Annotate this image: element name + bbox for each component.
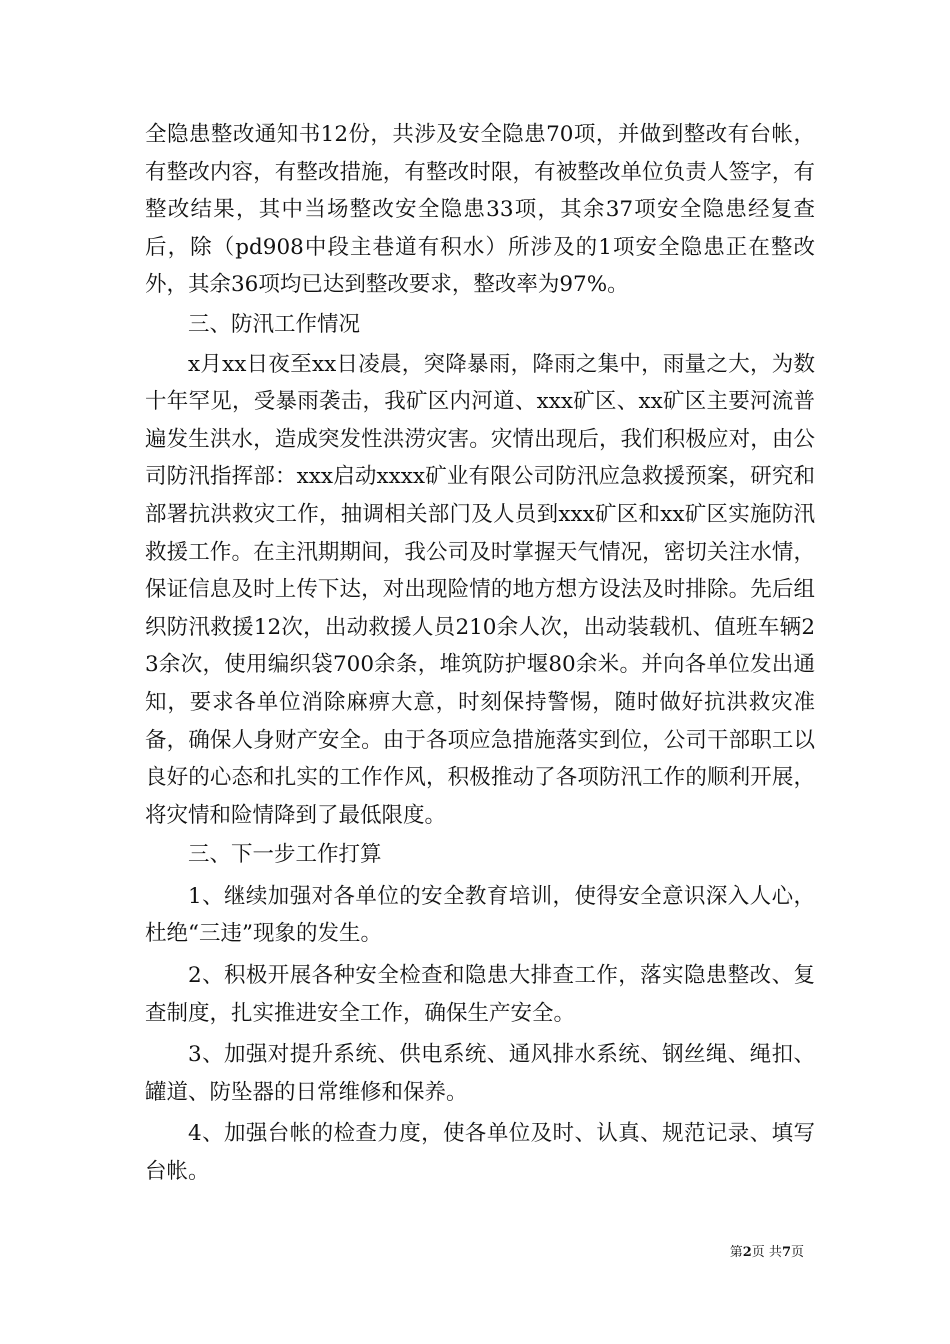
list-item-training: 1、继续加强对各单位的安全教育培训，使得安全意识深入人心，杜绝“三违”现象的发生。 [145,883,815,947]
footer-middle: 页 共 [751,1245,782,1260]
document-body [145,116,815,1191]
paragraph-flood-control: x月xx日夜至xx日凌晨，突降暴雨，降雨之集中，雨量之大，为数十年罕见，受暴雨袭击，我矿区内河道、xxx矿区、xx矿区主要河流普遍发生洪水，造成突发性洪涝灾害。灾情出现后，我们积极应对，由公司防汛指挥部：xxx启动xxxx矿业有限公司防汛应急救援预案，研究和部署抗洪救灾工作，抽调相关部门及人员到xxx矿区和xx矿区实施防汛救援工作。在主汛期期间，我公司及时掌握天气情况，密切关注水情，保证信息及时上传下达，对出现险情的地方想方设法及时排除。先后组织防汛救援12次，出动救援人员210余人次，出动装载机、值班车辆23余次，使用编织袋700余条，堆筑防护堰80余米。并向各单位发出通知，要求各单位消除麻痹大意，时刻保持警惕，随时做好抗洪救灾准备，确保人身财产安全。由于各项应急措施落实到位，公司干部职工以良好的心态和扎实的工作作风，积极推动了各项防汛工作的顺利开展，将灾情和险情降到了最低限度。 [145,351,815,828]
section-heading-next-steps: 三、下一步工作打算 [188,842,382,868]
list-item-maintenance: 3、加强对提升系统、供电系统、通风排水系统、钢丝绳、绳扣、罐道、防坠器的日常维修和保养。 [145,1042,815,1105]
section-heading-flood-control: 三、防汛工作情况 [188,311,361,337]
footer-current-page: 2 [742,1245,752,1260]
footer-total-pages: 7 [781,1245,791,1260]
footer-prefix: 第 [729,1245,743,1260]
list-item-ledger: 4、加强台帐的检查力度，使各单位及时、认真、规范记录、填写台帐。 [145,1121,815,1185]
page-number-footer [730,1245,804,1261]
list-item-inspection: 2、积极开展各种安全检查和隐患大排查工作，落实隐患整改、复查制度，扎实推进安全工作，确保生产安全。 [145,963,815,1026]
paragraph-inspection-continuation: 全隐患整改通知书12份，共涉及安全隐患70项，并做到整改有台帐，有整改内容，有整改措施，有整改时限，有被整改单位负责人签字，有整改结果，其中当场整改安全隐患33项，其余37项安全隐患经复查后，除（pd908中段主巷道有积水）所涉及的1项安全隐患正在整改外，其余36项均已达到整改要求，整改率为97%。 [145,122,815,298]
footer-suffix: 页 [790,1245,804,1260]
